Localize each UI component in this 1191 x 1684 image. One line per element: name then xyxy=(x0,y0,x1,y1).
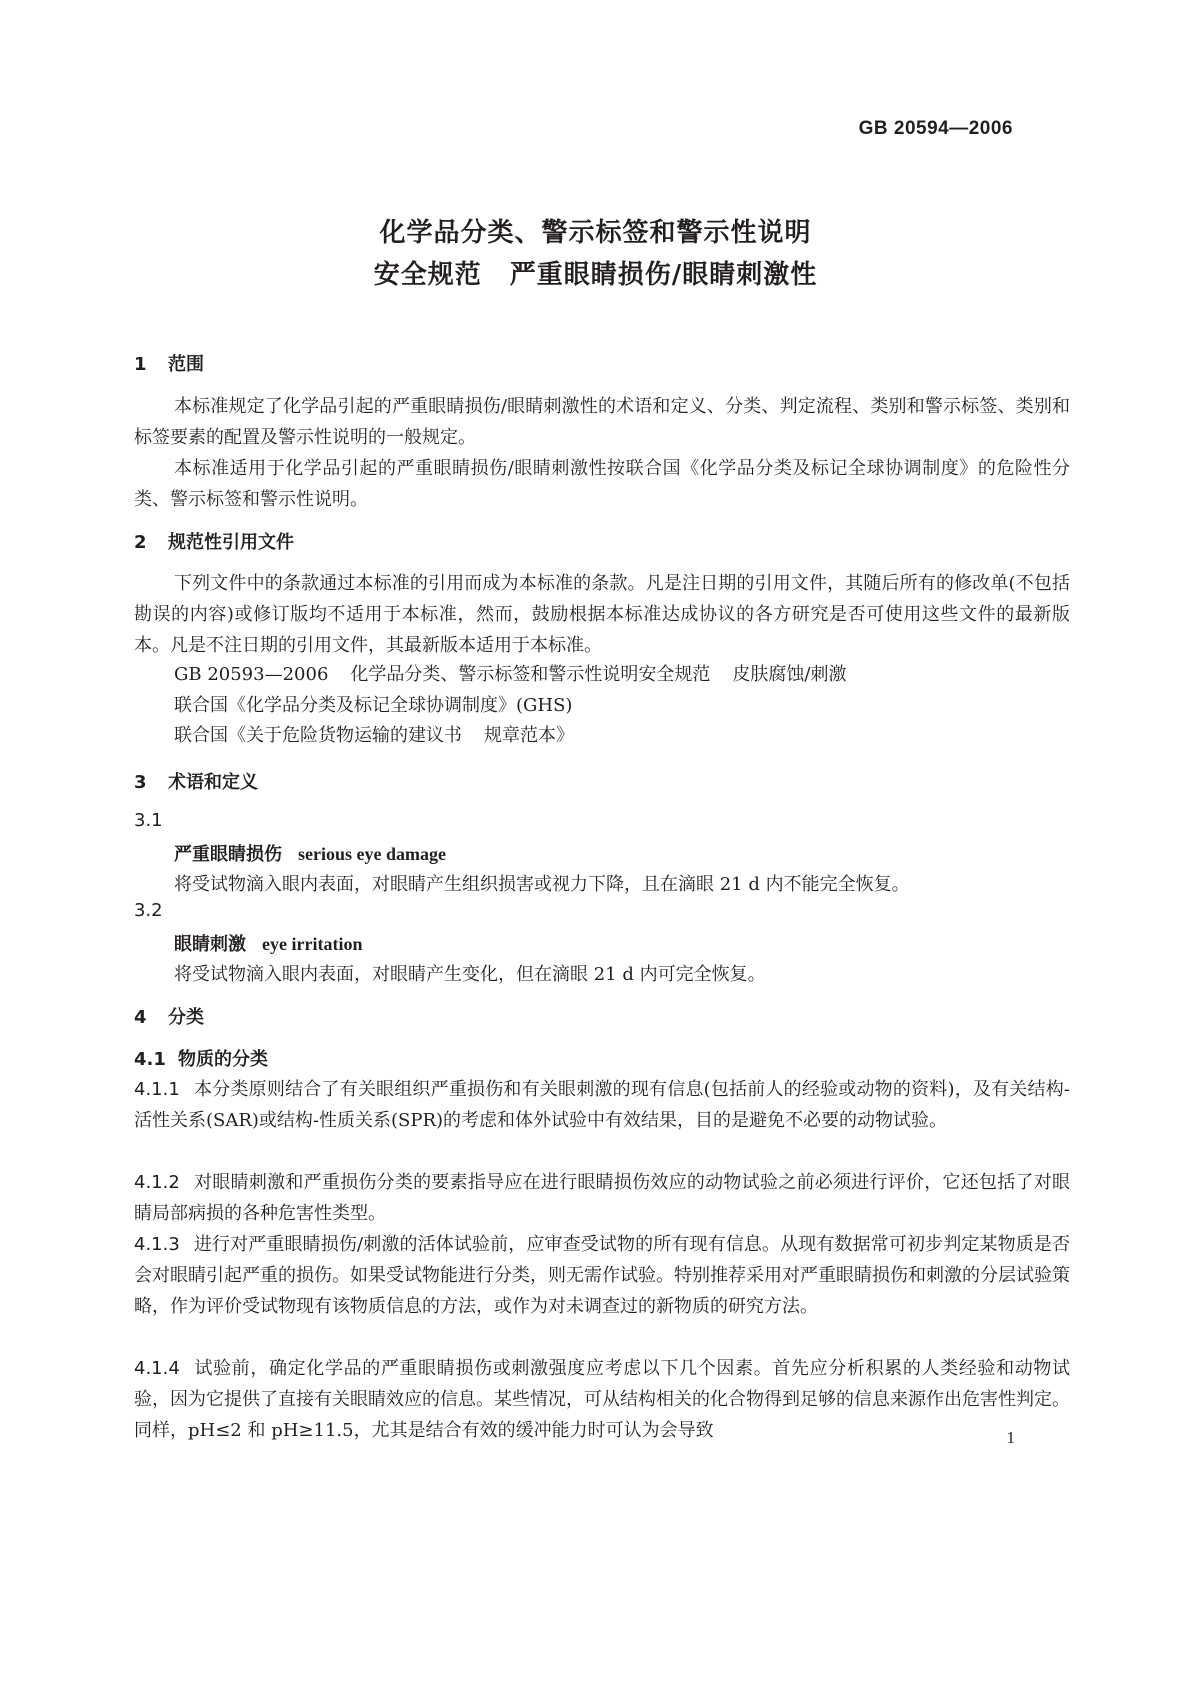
title-part-b: 严重眼睛损伤/眼睛刺激性 xyxy=(509,260,818,290)
term-3-2-id: 3.2 xyxy=(134,900,163,921)
title-part-a: 安全规范 xyxy=(373,260,482,290)
page-number: 1 xyxy=(1006,1428,1015,1447)
reference-2: 联合国《化学品分类及标记全球协调制度》(GHS) xyxy=(174,695,573,716)
term-3-1-definition: 将受试物滴入眼内表面，对眼睛产生组织损害或视力下降，且在滴眼 21 d 内不能完全恢复。 xyxy=(174,874,910,895)
document-title-line-1: 化学品分类、警示标签和警示性说明 xyxy=(379,218,812,248)
clause-4-1-4: 4.1.4 试验前，确定化学品的严重眼睛损伤或刺激强度应考虑以下几个因素。首先应分析积累的人类经验和动物试验，因为它提供了直接有关眼睛效应的信息。某些情况，可从结构相关的化合物得到足够的信息来源作出危害性判定。同样，pH≤2 和 pH≥11.5，尤其是结合有效的缓冲能力时可认为会导致 xyxy=(134,1358,1070,1441)
term-3-2: 眼睛刺激 eye irritation xyxy=(174,934,363,955)
section-2-paragraph: 下列文件中的条款通过本标准的引用而成为本标准的条款。凡是注日期的引用文件，其随后所有的修改单(不包括勘误的内容)或修订版均不适用于本标准，然而，鼓励根据本标准达成协议的各方研究是否可使用这些文件的最新版本。凡是不注日期的引用文件，其最新版本适用于本标准。 xyxy=(134,573,1070,656)
subsection-4-1-heading: 4.1 物质的分类 xyxy=(134,1049,268,1070)
section-1-heading: 1 范围 xyxy=(134,354,204,375)
reference-3: 联合国《关于危险货物运输的建议书 规章范本》 xyxy=(174,725,574,746)
standard-code: GB 20594—2006 xyxy=(858,118,1013,139)
section-1-paragraph-2: 本标准适用于化学品引起的严重眼睛损伤/眼睛刺激性按联合国《化学品分类及标记全球协调制度》的危险性分类、警示标签和警示性说明。 xyxy=(134,458,1070,510)
term-3-1-id: 3.1 xyxy=(134,810,163,831)
section-2-heading: 2 规范性引用文件 xyxy=(134,532,294,553)
section-3-heading: 3 术语和定义 xyxy=(134,772,258,793)
term-3-2-definition: 将受试物滴入眼内表面，对眼睛产生变化，但在滴眼 21 d 内可完全恢复。 xyxy=(174,964,766,985)
reference-1: GB 20593—2006 化学品分类、警示标签和警示性说明安全规范 皮肤腐蚀/刺激 xyxy=(174,664,847,685)
clause-4-1-2: 4.1.2 对眼睛刺激和严重损伤分类的要素指导应在进行眼睛损伤效应的动物试验之前必须进行评价，它还包括了对眼睛局部病损的各种危害性类型。 xyxy=(134,1172,1070,1224)
document-title-line-2 xyxy=(0,254,1191,291)
section-4-heading: 4 分类 xyxy=(134,1007,204,1028)
clause-4-1-1: 4.1.1 本分类原则结合了有关眼组织严重损伤和有关眼刺激的现有信息(包括前人的经验或动物的资料)，及有关结构-活性关系(SAR)或结构-性质关系(SPR)的考虑和体外试验中有效结果，目的是避免不必要的动物试验。 xyxy=(134,1079,1070,1131)
term-3-1: 严重眼睛损伤 serious eye damage xyxy=(174,844,446,865)
section-1-paragraph-1: 本标准规定了化学品引起的严重眼睛损伤/眼睛刺激性的术语和定义、分类、判定流程、类别和警示标签、类别和标签要素的配置及警示性说明的一般规定。 xyxy=(134,396,1070,448)
clause-4-1-3: 4.1.3 进行对严重眼睛损伤/刺激的活体试验前，应审查受试物的所有现有信息。从现有数据常可初步判定某物质是否会对眼睛引起严重的损伤。如果受试物能进行分类，则无需作试验。特别推荐采用对严重眼睛损伤和刺激的分层试验策略，作为评价受试物现有该物质信息的方法，或作为对未调查过的新物质的研究方法。 xyxy=(134,1234,1070,1317)
